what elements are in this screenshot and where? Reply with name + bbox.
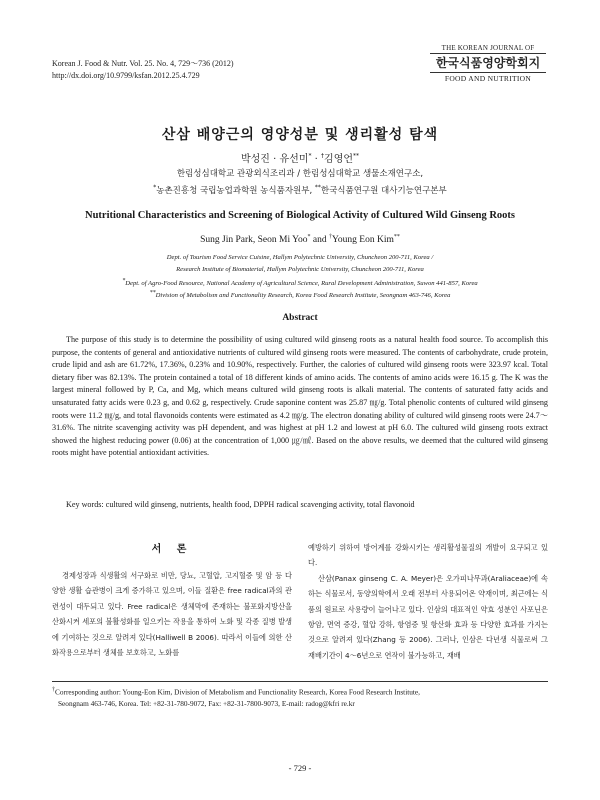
author-name: 김영언 (324, 154, 354, 165)
english-affiliation (0, 288, 600, 301)
left-column (52, 540, 292, 660)
journal-name-kr: 한국식품영양학회지 (435, 56, 541, 70)
affiliation-mark: ** (393, 234, 400, 240)
author-name: 유선미 (279, 154, 309, 165)
section-heading: 서 론 (151, 544, 193, 555)
journal-logo (430, 44, 546, 83)
korean-affiliation (0, 181, 600, 198)
affiliation-mark: * (308, 152, 312, 160)
affiliation-mark: ** (149, 290, 156, 296)
affiliation-text: 농촌진흥청 국립농업과학원 농식품자원부, (156, 185, 313, 196)
english-title: Nutritional Characteristics and Screening of Biological Activity of Cultured Wild Ginseng Roots (84, 210, 516, 221)
body-paragraph: 경제성장과 식생활의 서구화로 비만, 당뇨, 고혈압, 고지혈증 및 암 등 다양한 생활 습관병이 크게 증가하고 있으며, 이들 질환은 free radical과의 관련성이 대두되고 있다. Free radical은 생체막에 존재하는 불포화지방산을 산화시켜 세포의 불활성화를 일으키는 작용을 통하여 노화 및 각종 질병 발생에 기여하는 것으로 알려져 있다(Halliwell B 2006). 따라서 이들에 의한 산화작용으로부터 생체를 보호하고, 노화를 (52, 571, 292, 658)
corresponding-mark: † (52, 687, 55, 693)
abstract-heading: Abstract (282, 313, 318, 323)
author-separator: and (310, 235, 330, 246)
author-name: 박성진 (240, 154, 270, 165)
korean-title: 산삼 배양근의 영양성분 및 생리활성 탐색 (161, 127, 439, 143)
corresponding-author-footnote (52, 684, 552, 710)
affiliation-mark: * (153, 184, 157, 191)
keywords: Key words: cultured wild ginseng, nutrients, health food, DPPH radical scavenging activity, total flavonoid (66, 500, 415, 509)
journal-name-en-top: THE KOREAN JOURNAL OF (430, 44, 546, 54)
citation-line: Korean J. Food & Nutr. Vol. 25. No. 4, 729～736 (2012) (52, 59, 234, 68)
author-separator: · (269, 154, 280, 165)
abstract-text: The purpose of this study is to determine the possibility of using cultured wild ginseng roots as a natural health food source. To accomplish this purpose, the contents of general and antioxidative nutrients of cultured wild ginseng roots were measured. The contents of carbohydrate, crude protein, crude lipid and ash are 61.72%, 17.36%, 0.23% and 10.90%, respectively. Further, the calories of cultured wild ginseng roots were 323.97 kcal. Total dietary fiber was 82.13%. The protein contained a total of 18 different kinds of amino acids. The contents of amino acids were 16.15 g. The K was the largest mineral followed by P, Ca, and Mg, which means cultured wild ginseng roots is alkali material. The contents of saturated fatty acids and unsaturated fatty acids were 0.23 g, and 0.62 g, respectively. Crude saponine content was 25.87 ㎎/g. Total phenolic contents of cultured wild ginseng roots were 11.2 ㎎/g, and total flavonoids contents were estimated as 4.2 ㎎/g. The electron donating ability of cultured wild ginseng roots were 24.7～31.6%. The nitrite scavenging activity was pH dependent, and was highest at pH 1.2 and lowest at pH 6.0. The cultured wild ginseng roots extract showed the highest reducing power (0.06) at the concentration of 1,000 ㎍/㎖. Based on the above results, we deemed that the cultured wild ginseng roots might have potential antioxidant activities. (52, 335, 548, 458)
affiliation-mark: * (122, 278, 126, 284)
affiliation-mark: ** (314, 184, 321, 191)
affiliation-text: Dept. of Agro-Food Resource, National Academy of Agricultural Science, Rural Development Administration, Suwon 441-857, Korea (125, 280, 478, 288)
footnote-line (52, 684, 552, 698)
english-affiliation: Research Institute of Biomaterial, Hallym Polytechnic University, Chuncheon 200-711, Korea (176, 266, 424, 273)
author-separator: · (311, 154, 322, 165)
page-number: - 729 - (288, 763, 312, 773)
affiliation-text: 한국식품연구원 대사기능연구본부 (320, 185, 447, 196)
citation-header (52, 58, 233, 82)
affiliation-text: Division of Metabolism and Functionality Research, Korea Food Research Institute, Seongnam 463-746, Korea (155, 292, 451, 300)
author-name: Young Eon Kim (332, 235, 394, 246)
corresponding-mark: † (321, 152, 325, 160)
right-column (308, 540, 548, 663)
affiliation-mark: * (307, 234, 311, 240)
english-affiliation: Dept. of Tourism Food Service Cuisine, Hallym Polytechnic University, Chuncheon 200-711, Korea / (166, 254, 434, 261)
author-name: Sung Jin Park, Seon Mi Yoo (200, 235, 308, 246)
journal-name-en-bottom: FOOD AND NUTRITION (430, 72, 546, 83)
korean-authors (0, 150, 600, 165)
korean-affiliation: 한림성심대학교 관광외식조리과 / 한림성심대학교 생물소재연구소, (176, 169, 424, 179)
footnote-line: Seongnam 463-746, Korea. Tel: +82-31-780-9072, Fax: +82-31-7800-9073, E-mail: radog@kfri re.kr (58, 699, 355, 709)
english-authors (0, 234, 600, 245)
footnote-text: Corresponding author: Young-Eon Kim, Division of Metabolism and Functionality Research, Korea Food Research Institute, (55, 687, 420, 697)
affiliation-mark: ** (353, 152, 360, 160)
body-paragraph: 산삼(Panax ginseng C. A. Meyer)은 오가피나무과(Araliaceae)에 속하는 식물로서, 동양의학에서 오래 전부터 사용되어온 약재이며, 최근에는 식품의 원료로 사용량이 늘어나고 있다. 인삼의 대표적인 약효 성분인 사포닌은 항암, 면역 증강, 혈압 강하, 항염증 및 항산화 효과 등 다양한 효과를 가지는 것으로 알려져 있다(Zhang 등 2006). 그러나, 인삼은 다년생 식물로써 그 재배기간이 4～6년으로 연작이 불가능하고, 재배 (308, 573, 548, 660)
corresponding-mark: † (329, 234, 333, 240)
footnote-divider (52, 681, 548, 682)
doi-link[interactable]: http://dx.doi.org/10.9799/ksfan.2012.25.4.729 (52, 71, 200, 80)
body-paragraph: 예방하기 위하여 방어계를 강화시키는 생리활성물질의 개발이 요구되고 있다. (308, 543, 548, 568)
